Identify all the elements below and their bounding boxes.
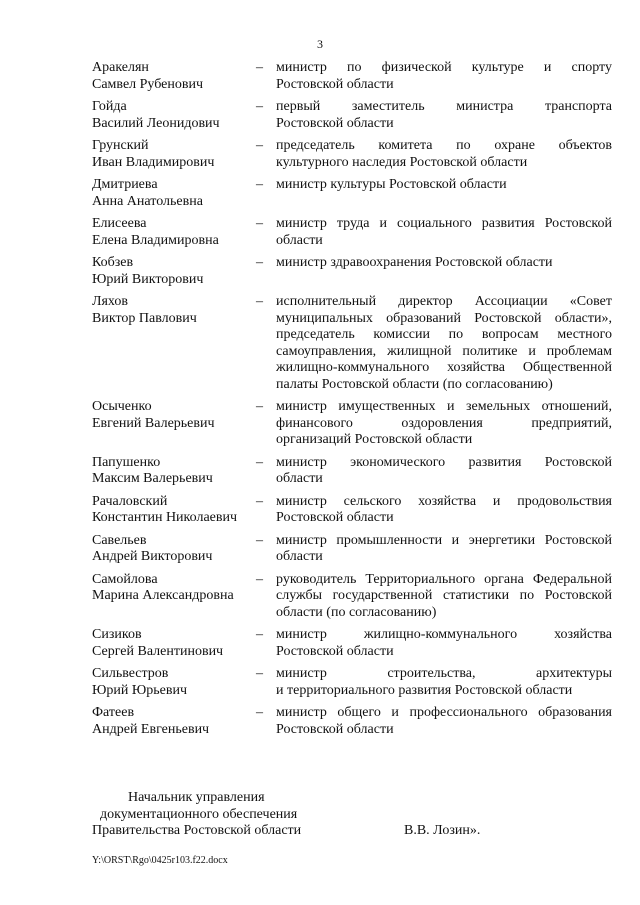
member-role-line: министр жилищно-коммунального хозяйства — [276, 627, 612, 642]
member-row — [92, 399, 612, 449]
member-given-names: Марина Александровна — [92, 588, 234, 603]
member-role-line: министр строительства, архитектуры — [276, 666, 612, 681]
member-given-names: Анна Анатольевна — [92, 193, 203, 209]
member-given-names: Василий Леонидович — [92, 115, 220, 131]
member-row — [92, 627, 612, 660]
member-name — [92, 533, 256, 566]
member-role-line: министр культуры Ростовской области — [276, 177, 507, 192]
member-name — [92, 294, 256, 393]
member-role-line: культурного наследия Ростовской области — [276, 154, 528, 170]
member-role — [276, 60, 612, 93]
member-role — [276, 138, 612, 171]
member-row — [92, 494, 612, 527]
member-role — [276, 294, 612, 393]
member-role-line: министр экономического развития Ростовской — [276, 454, 612, 470]
member-role-line: службы государственной статистики по Ростовской — [276, 588, 612, 603]
member-role-line: министр общего и профессионального образования — [276, 705, 612, 720]
member-given-names: Евгений Валерьевич — [92, 415, 215, 431]
member-name — [92, 138, 256, 171]
member-surname: Папушенко — [92, 454, 161, 470]
page-number: 3 — [317, 37, 323, 51]
member-name — [92, 627, 256, 660]
member-name — [92, 60, 256, 93]
member-name — [92, 455, 256, 488]
member-role-line: жилищно-коммунального хозяйства Общественной — [276, 360, 612, 375]
member-row — [92, 705, 612, 738]
member-given-names: Юрий Юрьевич — [92, 682, 188, 698]
member-given-names: Елена Владимировна — [92, 232, 219, 248]
member-role-line: руководитель Территориального органа Федеральной — [276, 571, 612, 587]
member-role — [276, 99, 612, 132]
member-role-line: председатель комитета по охране объектов — [276, 138, 612, 153]
member-row — [92, 455, 612, 488]
member-role — [276, 177, 612, 210]
member-given-names: Андрей Викторович — [92, 549, 213, 564]
member-surname: Осыченко — [92, 399, 152, 414]
signature-row — [92, 823, 612, 840]
member-surname: Сизиков — [92, 627, 142, 642]
member-role — [276, 216, 612, 249]
member-role — [276, 627, 612, 660]
member-dash: – — [256, 138, 263, 153]
member-given-names: Юрий Викторович — [92, 271, 204, 287]
member-surname: Фатеев — [92, 705, 135, 720]
member-row — [92, 666, 612, 699]
member-surname: Аракелян — [92, 60, 149, 75]
member-row — [92, 533, 612, 566]
member-role — [276, 455, 612, 488]
signatory-name: В.В. Лозин». — [404, 823, 481, 838]
member-role-line: министр сельского хозяйства и продовольствия — [276, 493, 612, 509]
signature-block — [92, 790, 612, 840]
member-dash: – — [256, 60, 263, 75]
file-path: Y:\ORST\Rgo\0425r103.f22.docx — [92, 855, 228, 866]
member-name — [92, 705, 256, 738]
signature-title-line-1: Начальник управления — [128, 790, 265, 805]
member-row — [92, 294, 612, 393]
signature-title-line-2: документационного обеспечения — [100, 806, 298, 822]
member-given-names: Максим Валерьевич — [92, 471, 213, 486]
member-role-line: председатель комиссии по вопросам местного — [276, 327, 612, 342]
member-name — [92, 399, 256, 449]
member-surname: Грунский — [92, 138, 149, 153]
member-row — [92, 216, 612, 249]
signature-title-line-3: Правительства Ростовской области — [92, 823, 302, 838]
member-role — [276, 533, 612, 566]
member-role — [276, 399, 612, 449]
member-role-line: области — [276, 471, 323, 486]
member-dash: – — [256, 454, 263, 470]
member-surname: Сильвестров — [92, 666, 169, 681]
member-row — [92, 60, 612, 93]
member-given-names: Иван Владимирович — [92, 154, 215, 170]
member-surname: Савельев — [92, 532, 147, 548]
member-given-names: Самвел Рубенович — [92, 76, 204, 92]
member-role-line: Ростовской области — [276, 115, 394, 131]
member-role — [276, 666, 612, 699]
member-surname: Ляхов — [92, 294, 129, 309]
member-role-line: исполнительный директор Ассоциации «Совет — [276, 294, 612, 309]
member-dash: – — [256, 493, 263, 509]
members-list — [92, 60, 612, 744]
member-role-line: Ростовской области — [276, 643, 394, 659]
member-given-names: Андрей Евгеньевич — [92, 721, 210, 737]
member-given-names: Сергей Валентинович — [92, 643, 224, 659]
member-role-line: области (по согласованию) — [276, 604, 437, 620]
member-role-line: самоуправления, жилищной политике и проблемам — [276, 343, 612, 359]
member-row — [92, 255, 612, 288]
member-role-line: Ростовской области — [276, 76, 394, 92]
member-role-line: области — [276, 549, 323, 564]
member-role-line: организаций Ростовской области — [276, 432, 473, 447]
member-given-names: Виктор Павлович — [92, 310, 197, 326]
member-role-line: министр имущественных и земельных отношений, — [276, 399, 612, 414]
member-name — [92, 99, 256, 132]
member-surname: Дмитриева — [92, 177, 158, 192]
member-role — [276, 572, 612, 622]
member-role-line: министр по физической культуре и спорту — [276, 60, 612, 75]
member-role — [276, 494, 612, 527]
member-given-names: Константин Николаевич — [92, 510, 238, 525]
member-row — [92, 138, 612, 171]
member-role — [276, 705, 612, 738]
member-dash: – — [256, 532, 263, 548]
member-surname: Рачаловский — [92, 493, 168, 509]
member-row — [92, 572, 612, 622]
member-role-line: муниципальных образований Ростовской области», — [276, 310, 612, 326]
member-dash: – — [256, 666, 263, 681]
member-dash: – — [256, 399, 263, 414]
member-surname: Кобзев — [92, 255, 134, 270]
member-name — [92, 494, 256, 527]
member-dash: – — [256, 627, 263, 642]
member-dash: – — [256, 705, 263, 720]
member-row — [92, 177, 612, 210]
member-role-line: Ростовской области — [276, 721, 394, 737]
member-surname: Самойлова — [92, 571, 158, 587]
member-surname: Гойда — [92, 99, 127, 114]
member-role-line: министр труда и социального развития Ростовской — [276, 216, 612, 231]
member-dash: – — [256, 294, 263, 309]
member-name — [92, 177, 256, 210]
member-role-line: Ростовской области — [276, 510, 394, 525]
member-role — [276, 255, 612, 288]
member-name — [92, 216, 256, 249]
member-name — [92, 666, 256, 699]
member-role-line: финансового оздоровления предприятий, — [276, 415, 612, 431]
member-role-line: и территориального развития Ростовской области — [276, 682, 573, 698]
member-name — [92, 255, 256, 288]
member-dash: – — [256, 571, 263, 587]
member-role-line: министр здравоохранения Ростовской области — [276, 255, 553, 270]
member-role-line: первый заместитель министра транспорта — [276, 99, 612, 114]
member-role-line: области — [276, 232, 323, 248]
member-dash: – — [256, 177, 263, 192]
member-dash: – — [256, 255, 263, 270]
member-surname: Елисеева — [92, 216, 147, 231]
member-role-line: министр промышленности и энергетики Ростовской — [276, 532, 612, 548]
member-name — [92, 572, 256, 622]
member-role-line: палаты Ростовской области (по согласованию) — [276, 376, 553, 392]
member-dash: – — [256, 99, 263, 114]
member-row — [92, 99, 612, 132]
member-dash: – — [256, 216, 263, 231]
